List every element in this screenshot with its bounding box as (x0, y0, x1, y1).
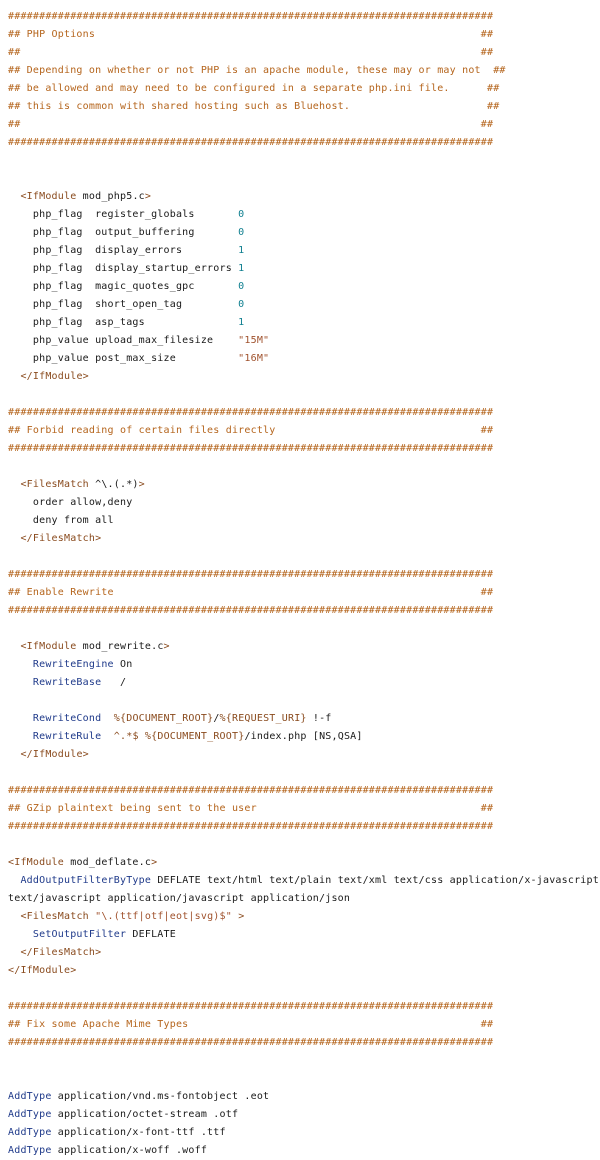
code-text (8, 677, 33, 688)
server-variable: ^.*$ (113, 731, 139, 742)
directive-tag: > (163, 641, 170, 652)
code-text: application/x-font-ttf .ttf (51, 1127, 226, 1138)
code-line (8, 296, 600, 314)
code-line (8, 710, 600, 728)
code-text (8, 191, 20, 202)
number-value: 1 (238, 317, 245, 328)
code-text: application/x-woff .woff (51, 1145, 208, 1156)
directive-keyword: AddType (8, 1127, 52, 1138)
directive-keyword: RewriteCond (32, 713, 102, 724)
code-line (8, 188, 600, 206)
code-text (8, 749, 20, 760)
comment-text: ## ## (8, 119, 494, 130)
comment-text: ## GZip plaintext being sent to the user ## (8, 803, 494, 814)
directive-tag: > (238, 911, 245, 922)
code-text (8, 929, 33, 940)
code-line (8, 656, 600, 674)
code-text: php_value upload_max_filesize (8, 335, 239, 346)
code-text: deny from all (8, 515, 114, 526)
code-line (8, 404, 600, 422)
comment-text: ############################################################################## (8, 821, 494, 832)
number-value: 0 (238, 227, 245, 238)
code-text: / (213, 713, 220, 724)
code-text (8, 947, 20, 958)
comment-text: ############################################################################## (8, 1037, 494, 1048)
code-text: php_flag output_buffering (8, 227, 239, 238)
code-line (8, 1016, 600, 1034)
code-text: php_value post_max_size (8, 353, 239, 364)
directive-keyword: SetOutputFilter (32, 929, 127, 940)
string-value: "15M" (238, 335, 270, 346)
code-line (8, 1106, 600, 1124)
code-text: php_flag display_errors (8, 245, 239, 256)
code-text (8, 911, 20, 922)
code-line (8, 872, 600, 890)
code-line (8, 62, 600, 80)
code-line (8, 998, 600, 1016)
directive-keyword: AddOutputFilterByType (20, 875, 152, 886)
code-line (8, 152, 600, 170)
directive-tag: <IfModule (20, 191, 77, 202)
code-text (8, 533, 20, 544)
code-text: php_flag register_globals (8, 209, 239, 220)
number-value: 0 (238, 209, 245, 220)
code-line (8, 260, 600, 278)
code-text: php_flag short_open_tag (8, 299, 239, 310)
directive-tag: <FilesMatch (20, 911, 89, 922)
code-line (8, 98, 600, 116)
code-text (8, 731, 33, 742)
code-line (8, 80, 600, 98)
directive-tag: </FilesMatch> (20, 533, 102, 544)
code-line (8, 836, 600, 854)
code-line (8, 116, 600, 134)
code-text: DEFLATE text/html text/plain text/xml text/css application/x-javascript (151, 875, 599, 886)
code-line (8, 422, 600, 440)
code-text (101, 713, 113, 724)
string-value: "\.(ttf|otf|eot|svg)$" (88, 911, 239, 922)
code-line (8, 332, 600, 350)
code-line (8, 566, 600, 584)
code-text: mod_deflate.c (64, 857, 152, 868)
code-line (8, 584, 600, 602)
code-text (8, 641, 20, 652)
code-line (8, 800, 600, 818)
code-text: / (101, 677, 127, 688)
comment-text: ############################################################################## (8, 443, 494, 454)
code-line (8, 440, 600, 458)
code-text: /index.php [NS,QSA] (244, 731, 363, 742)
code-text (101, 731, 113, 742)
comment-text: ## Depending on whether or not PHP is an apache module, these may or may not ## (8, 65, 506, 76)
directive-keyword: RewriteRule (32, 731, 102, 742)
comment-text: ## Enable Rewrite ## (8, 587, 494, 598)
comment-text: ## PHP Options ## (8, 29, 494, 40)
directive-tag: > (151, 857, 158, 868)
number-value: 0 (238, 299, 245, 310)
code-line (8, 512, 600, 530)
code-line (8, 134, 600, 152)
code-line (8, 206, 600, 224)
code-line (8, 224, 600, 242)
code-line (8, 962, 600, 980)
code-line (8, 602, 600, 620)
directive-tag: </FilesMatch> (20, 947, 102, 958)
comment-text: ############################################################################## (8, 605, 494, 616)
code-text: mod_rewrite.c (76, 641, 164, 652)
code-line (8, 854, 600, 872)
code-line (8, 368, 600, 386)
code-text: !-f (306, 713, 332, 724)
comment-text: ############################################################################## (8, 137, 494, 148)
code-line (8, 494, 600, 512)
code-text: php_flag asp_tags (8, 317, 239, 328)
code-line (8, 728, 600, 746)
code-text: text/javascript application/javascript application/json (8, 893, 351, 904)
server-variable: %{DOCUMENT_ROOT} (144, 731, 245, 742)
directive-keyword: RewriteBase (32, 677, 102, 688)
code-line (8, 1088, 600, 1106)
comment-text: ## ## (8, 47, 494, 58)
code-line (8, 926, 600, 944)
code-line (8, 746, 600, 764)
code-line (8, 782, 600, 800)
code-text (8, 659, 33, 670)
code-text: php_flag magic_quotes_gpc (8, 281, 239, 292)
code-line (8, 944, 600, 962)
number-value: 1 (238, 245, 245, 256)
code-line (8, 638, 600, 656)
directive-tag: </IfModule> (8, 965, 77, 976)
number-value: 1 (238, 263, 245, 274)
number-value: 0 (238, 281, 245, 292)
directive-tag: <IfModule (8, 857, 64, 868)
code-text (8, 713, 33, 724)
code-text (8, 875, 20, 886)
code-text: application/vnd.ms-fontobject .eot (51, 1091, 270, 1102)
code-line (8, 1142, 600, 1160)
directive-tag: <IfModule (20, 641, 77, 652)
directive-tag: > (144, 191, 152, 202)
comment-text: ############################################################################## (8, 569, 494, 580)
code-line (8, 476, 600, 494)
directive-tag: </IfModule> (20, 371, 89, 382)
code-text (8, 371, 20, 382)
code-line (8, 1034, 600, 1052)
code-line (8, 620, 600, 638)
directive-tag: </IfModule> (20, 749, 89, 760)
code-line (8, 818, 600, 836)
code-line (8, 764, 600, 782)
code-text: php_flag display_startup_errors (8, 263, 239, 274)
code-line (8, 350, 600, 368)
code-text: On (113, 659, 133, 670)
code-line (8, 1052, 600, 1070)
comment-text: ## be allowed and may need to be configured in a separate php.ini file. ## (8, 83, 500, 94)
directive-keyword: AddType (8, 1109, 52, 1120)
comment-text: ############################################################################## (8, 11, 494, 22)
code-line (8, 44, 600, 62)
directive-tag: > (138, 479, 145, 490)
server-variable: %{DOCUMENT_ROOT} (113, 713, 214, 724)
server-variable: %{REQUEST_URI} (219, 713, 307, 724)
code-line (8, 890, 600, 908)
code-line (8, 908, 600, 926)
code-line (8, 530, 600, 548)
code-line (8, 980, 600, 998)
directive-keyword: AddType (8, 1091, 52, 1102)
code-line (8, 692, 600, 710)
directive-tag: <FilesMatch (20, 479, 89, 490)
code-text: order allow,deny (8, 497, 133, 508)
code-line (8, 458, 600, 476)
code-line (8, 674, 600, 692)
code-line (8, 314, 600, 332)
code-line (8, 548, 600, 566)
comment-text: ## Forbid reading of certain files directly ## (8, 425, 494, 436)
comment-text: ## Fix some Apache Mime Types ## (8, 1019, 494, 1030)
code-line (8, 170, 600, 188)
string-value: "16M" (238, 353, 270, 364)
directive-keyword: AddType (8, 1145, 52, 1156)
comment-text: ############################################################################## (8, 407, 494, 418)
comment-text: ############################################################################## (8, 1001, 494, 1012)
code-text: application/octet-stream .otf (51, 1109, 239, 1120)
comment-text: ############################################################################## (8, 785, 494, 796)
code-line (8, 386, 600, 404)
code-line (8, 26, 600, 44)
code-line (8, 1070, 600, 1088)
code-text: mod_php5.c (76, 191, 145, 202)
code-text: ^\.(.*) (88, 479, 139, 490)
code-line (8, 278, 600, 296)
comment-text: ## this is common with shared hosting such as Bluehost. ## (8, 101, 500, 112)
code-line (8, 1124, 600, 1142)
directive-keyword: RewriteEngine (32, 659, 114, 670)
code-line (8, 8, 600, 26)
code-text (8, 479, 20, 490)
code-text: DEFLATE (126, 929, 176, 940)
code-line (8, 242, 600, 260)
